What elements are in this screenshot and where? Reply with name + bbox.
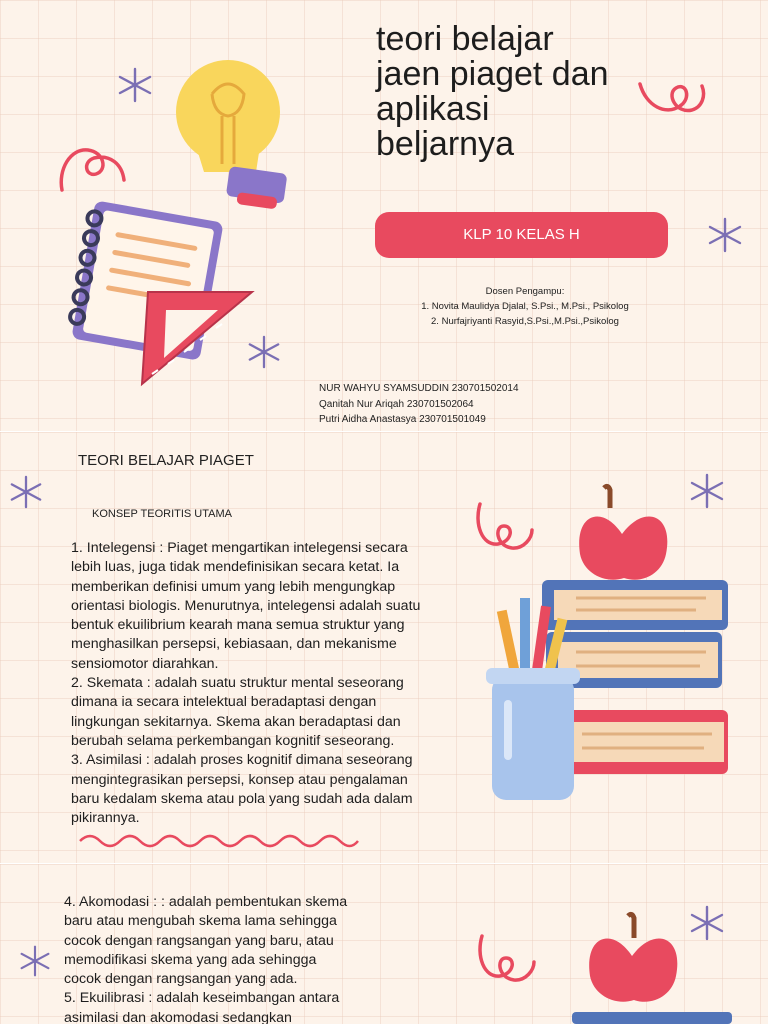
sparkle-icon	[706, 216, 744, 254]
section-heading: TEORI BELAJAR PIAGET	[78, 452, 254, 469]
text-line: berubah selama perkembangan kognitif seseorang.	[71, 732, 395, 749]
text-line: memberikan definisi umum yang lebih mengungkap	[71, 578, 396, 595]
member-list	[319, 381, 519, 428]
text-line: menghasilkan persepsi, kebiasaan, dan mekanisme	[71, 636, 397, 653]
text-line: cocok dengan rangsangan yang baru, atau	[64, 932, 334, 949]
text-line: orientasi biologis. Menurutnya, intelegensi adalah suatu	[71, 597, 421, 614]
wavy-divider	[78, 830, 360, 852]
lecturer-heading: Dosen Pengampu:	[485, 286, 565, 297]
lecturer-item: 1. Novita Maulidya Djalal, S.Psi., M.Psi., Psikolog	[421, 301, 629, 312]
member-item: Qanitah Nur Ariqah 230701502064	[319, 398, 474, 410]
text-line: 2. Skemata : adalah suatu struktur mental seseorang	[71, 675, 404, 692]
light-bulb-icon	[172, 54, 288, 212]
triangle-ruler-icon	[134, 284, 256, 388]
text-line: pikirannya.	[71, 810, 140, 827]
text-line: baru atau mengubah skema lama sehingga	[64, 913, 337, 930]
text-line: asimilasi dan akomodasi sedangkan	[64, 1009, 292, 1024]
text-line: cocok dengan rangsangan yang ada.	[64, 971, 298, 988]
lecturer-block	[380, 284, 670, 329]
text-line: bentuk ekuilibrium kearah mana semua struktur yang	[71, 617, 405, 634]
swirl-icon	[636, 70, 710, 120]
title-slide	[0, 0, 768, 432]
text-line: mengintegrasikan persepsi, konsep atau pengalaman	[71, 771, 408, 788]
text-line: 4. Akomodasi : : adalah pembentukan skema	[64, 894, 348, 910]
member-item: NUR WAHYU SYAMSUDDIN 230701502014	[319, 383, 519, 394]
concept-text-continued	[64, 893, 347, 1024]
sparkle-icon	[116, 66, 154, 104]
text-line: dimana ia secara intelektual beradaptasi dengan	[71, 694, 377, 711]
title-line: aplikasi	[376, 90, 490, 128]
text-line: 3. Asimilasi : adalah proses kognitif dimana seseorang	[71, 752, 413, 769]
apple-icon	[572, 908, 732, 1024]
group-label-badge: KLP 10 KELAS H	[375, 212, 668, 258]
sparkle-icon	[18, 944, 52, 978]
text-line: baru kedalam skema atau pola yang sudah ada dalam	[71, 790, 413, 807]
text-line: sensiomotor diarahkan.	[71, 655, 219, 672]
presentation-title	[376, 22, 609, 162]
text-line: 1. Intelegensi : Piaget mengartikan intelegensi secara	[71, 540, 408, 556]
lecturer-item: 2. Nurfajriyanti Rasyid,S.Psi.,M.Psi.,Psikolog	[431, 316, 619, 327]
title-line: beljarnya	[376, 125, 514, 163]
swirl-icon	[56, 140, 128, 198]
title-line: jaen piaget dan	[376, 55, 609, 93]
swirl-icon	[474, 930, 540, 986]
text-line: lebih luas, juga tidak mendefinisikan secara ketat. Ia	[71, 559, 400, 576]
concept-text	[71, 539, 420, 828]
title-line: teori belajar	[376, 20, 554, 58]
section-subheading: KONSEP TEORITIS UTAMA	[92, 508, 232, 520]
sparkle-icon	[8, 474, 44, 510]
content-slide-continued	[0, 864, 768, 1024]
text-line: lingkungan sekitarnya. Skema akan beradaptasi dan	[71, 713, 401, 730]
text-line: memodifikasi skema yang ada sehingga	[64, 951, 317, 968]
content-slide	[0, 432, 768, 864]
text-line: 5. Ekuilibrasi : adalah keseimbangan antara	[64, 990, 340, 1007]
books-apple-illustration	[486, 480, 730, 800]
member-item: Putri Aidha Anastasya 230701501049	[319, 414, 486, 425]
